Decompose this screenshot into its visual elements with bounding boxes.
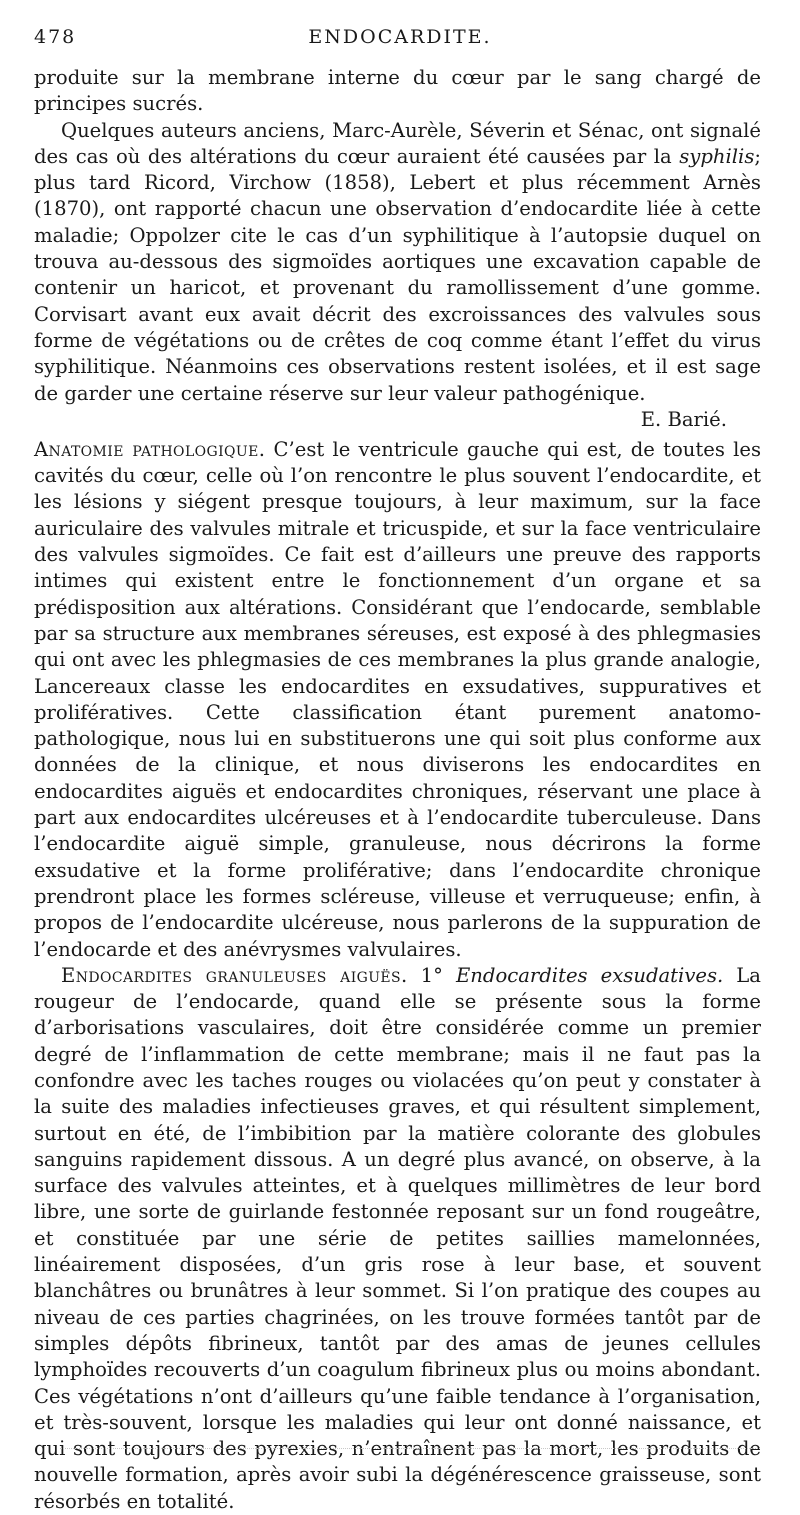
running-title: ENDOCARDITE.	[308, 26, 492, 48]
section-heading: Endocardites granuleuses aiguës.	[61, 963, 408, 987]
footer-bleed-line	[60, 1448, 760, 1449]
page-header	[34, 26, 766, 54]
section-number: 1°	[407, 963, 456, 987]
italic-subheading: Endocardites exsudatives.	[455, 963, 724, 987]
paragraph-text: Quelques auteurs anciens, Marc-Aurèle, Séverin et Sénac, ont signalé des cas où des altérations du cœur auraient été causées par la	[34, 118, 761, 168]
paragraph-continuation: produite sur la membrane interne du cœur par le sang chargé de principes sucrés.	[34, 66, 761, 116]
section-heading: Anatomie pathologique.	[34, 437, 266, 461]
paragraph-endocardites-granuleuses	[34, 963, 761, 1515]
paragraph-text: ; plus tard Ricord, Virchow (1858), Lebert et plus récemment Arnès (1870), ont rapporté chacun une observation d’endocardite liée à cette maladie; Oppolzer cite le cas d’un syphilitique à l’autopsie duquel on trouva au-dessous des sigmoïdes aortiques une excavation capable de contenir un haricot, et provenant du ramollissement d’une gomme. Corvisart avant eux avait décrit des excroissances des valvules sous forme de végétations ou de crêtes de coq comme étant l’effet du virus syphilitique. Néanmoins ces observations restent isolées, et il est sage de garder une certaine réserve sur leur valeur pathogénique.	[34, 144, 761, 405]
paragraph-anatomie	[34, 437, 761, 963]
paragraph-text: La rougeur de l’endocarde, quand elle se présente sous la forme d’arborisations vasculaires, doit être considérée comme un premier degré de l’inflammation de cette membrane; mais il ne faut pas la confondre avec les taches rouges ou violacées qu’on peut y constater à la suite des maladies infectieuses graves, et qui résultent simplement, surtout en été, de l’imbibition par la matière colorante des globules sanguins rapidement dissous. A un degré plus avancé, on observe, à la surface des valvules atteintes, et à quelques millimètres de leur bord libre, une sorte de guirlande festonnée reposant sur un fond rougeâtre, et constituée par une série de petites saillies mamelonnées, linéairement disposées, d’un gris rose à leur base, et souvent blanchâtres ou brunâtres à leur sommet. Si l’on pratique des coupes au niveau de ces parties chagrinées, on les trouve formées tantôt par de simples dépôts fibrineux, tantôt par des amas de jeunes cellules lymphoïdes recouverts d’un coagulum fibrineux plus ou moins abondant. Ces végétations n’ont d’ailleurs qu’une faible tendance à l’organisation, et très-souvent, lorsque les maladies qui leur ont donné naissance, et qui sont toujours des pyrexies, n’entraînent pas la mort, les produits de nouvelle formation, après avoir subi la dégénérescence graisseuse, sont résorbés en totalité.	[34, 963, 761, 1513]
author-signature: E. Barié.	[640, 407, 727, 431]
paragraph-syphilis	[34, 118, 761, 431]
italic-term: syphilis	[679, 144, 755, 168]
page-body	[34, 65, 761, 1515]
paragraph-text: C’est le ventricule gauche qui est, de toutes les cavités du cœur, celle où l’on rencontre le plus souvent l’endocardite, et les lésions y siégent presque toujours, à leur maximum, sur la face auriculaire des valvules mitrale et tricuspide, et sur la face ventriculaire des valvules sigmoïdes. Ce fait est d’ailleurs une preuve des rapports intimes qui existent entre le fonctionnement d’un organe et sa prédisposition aux altérations. Considérant que l’endocarde, semblable par sa structure aux membranes séreuses, est exposé à des phlegmasies qui ont avec les phlegmasies de ces membranes la plus grande analogie, Lancereaux classe les endocardites en exsudatives, suppuratives et prolifératives. Cette classification étant purement anatomo-pathologique, nous lui en substituerons une qui soit plus conforme aux données de la clinique, et nous diviserons les endocardites en endocardites aiguës et endocardites chroniques, réservant une place à part aux endocardites ulcéreuses et à l’endocardite tuberculeuse. Dans l’endocardite aiguë simple, granuleuse, nous décrirons la forme exsudative et la forme proliférative; dans l’endocardite chronique prendront place les formes scléreuse, villeuse et verruqueuse; enfin, à propos de l’endocardite ulcéreuse, nous parlerons de la suppuration de l’endocarde et des anévrysmes valvulaires.	[34, 437, 761, 961]
page-number: 478	[34, 26, 77, 48]
